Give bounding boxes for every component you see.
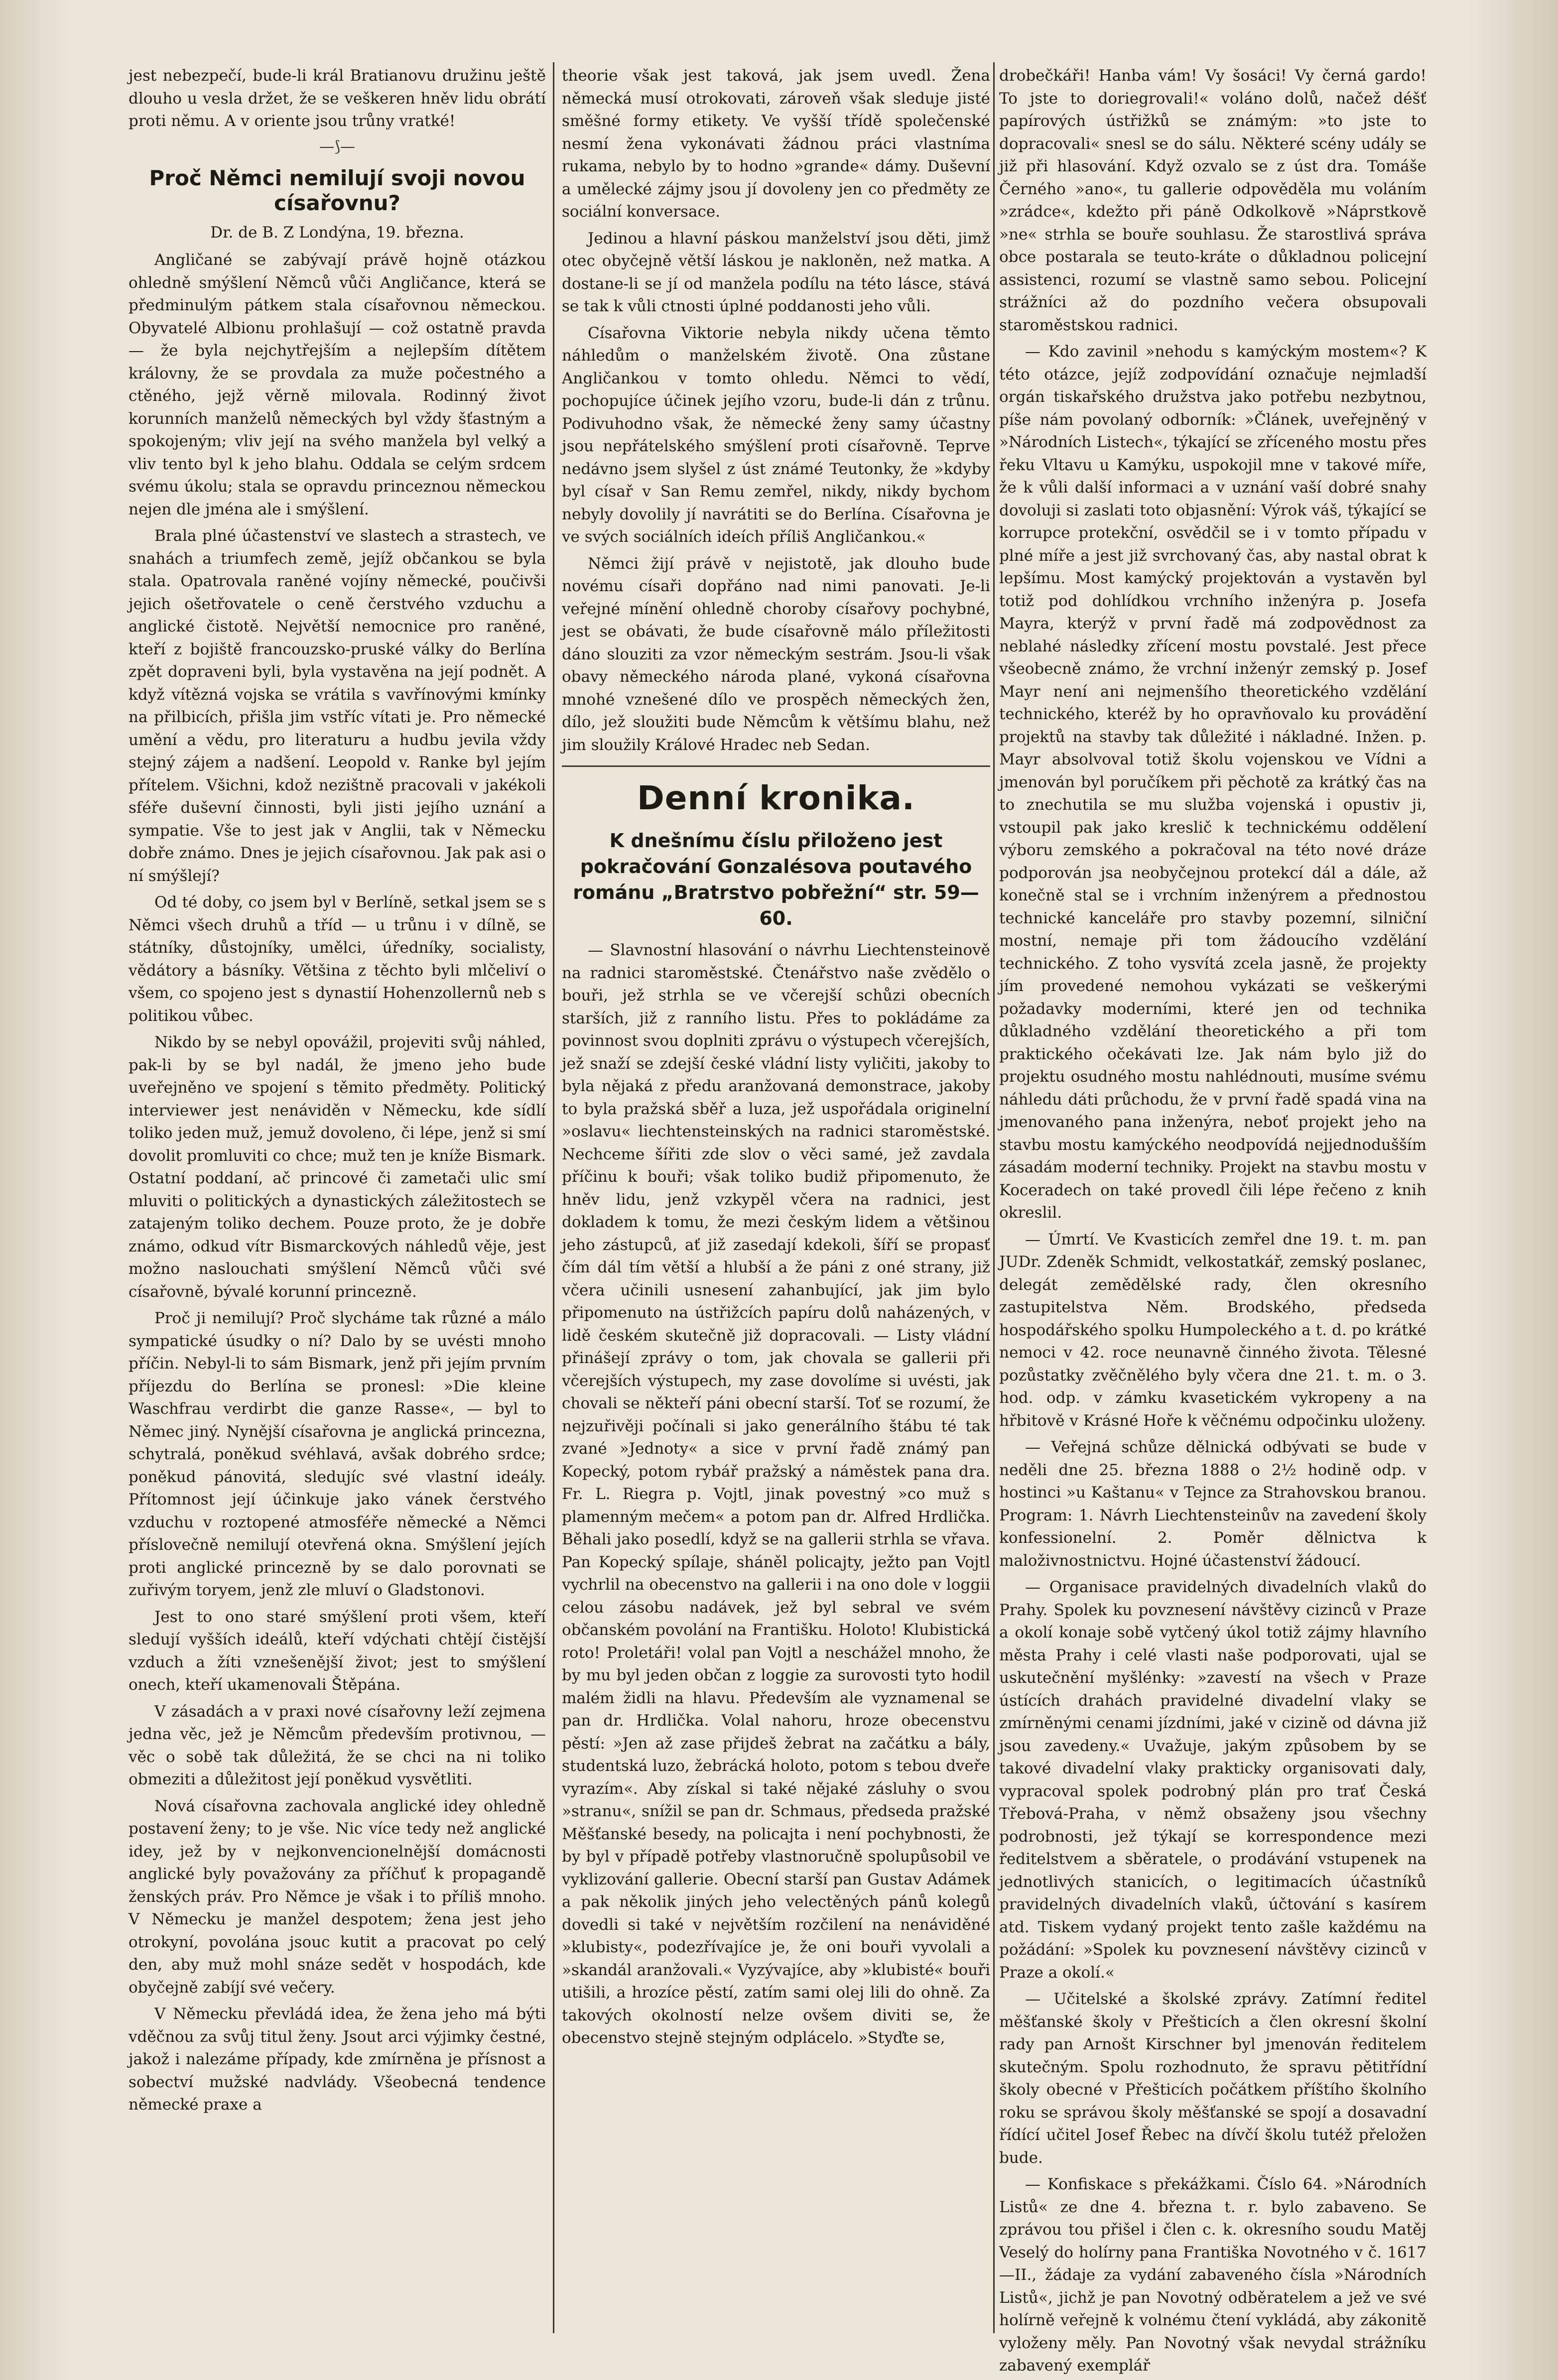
paragraph: theorie však jest taková, jak jsem uvedl. Žena německá musí otrokovati, zároveň však sleduje jisté směšné formy etikety. Ve vyšší třídě společenské nesmí žena vykonávati žádnou práci vlastníma rukama, nebylo by to hodno »grande« dámy. Duševní a umělecké zájmy jsou jí dovoleny jen co předměty ze sociální konversace. (562, 67, 990, 221)
paragraph: Proč ji nemilují? Proč slycháme tak různé a málo sympatické úsudky o ní? Dalo by se uvésti mnoho příčin. Nebyl-li to sám Bismark, jenž při jejím prvním příjezdu do Berlína se pronesl: »Die kleine Waschfrau verdirbt die ganze Rasse«, — byl to Němec jiný. Nynější císařovna je anglická princezna, schytralá, poněkud svéhlavá, avšak dobrého srdce; poněkud pánovitá, sledujíc své vlastní ideály. Přítomnost její účinkuje jako vánek čerstvého vzduchu v roztopené atmosféře německé a Němci příslovečně nemilují otevřená okna. Smýšlení jejích proti anglické princezně by se dalo porovnati se zuřivým toryem, jenž zle mluví o Gladstonovi. (129, 1309, 546, 1599)
news-item: — Organisace pravidelných divadelních vlaků do Prahy. Spolek ku povznesení návštěvy cizinců v Praze a okolí konaje sobě vytčený úkol totiž zájmy hlavního města Prahy i celé vlasti naše podporovati, ujal se uskutečnění myšlénky: »zavestí na všech v Praze ústících drahách pravidelné divadelní vlaky se zmírněnými cenami jízdními, jaké v cizině od dávna již jsou zavedeny.« Uvažuje, jakým způsobem by se takové divadelní vlaky prakticky organisovati daly, vypracoval spolek podrobný plán pro trať Česká Třebová-Praha, v němž obsaženy jsou všechny podrobnosti, jež týkají se korrespondence mezi ředitelstvem a sběratele, o prodávání vstupenek na jednotlivých stanicích, o legitimacích účastníků pravidelných divadelních vlaků, účtování s kasírem atd. Tiskem vydaný projekt tento zašle každému na požádání: »Spolek ku povznesení návštěvy cizinců v Praze a okolí.« (999, 1578, 1427, 1982)
news-item: — Úmrtí. Ve Kvasticích zemřel dne 19. t. m. pan JUDr. Zdeněk Schmidt, velkostatkář, zemský poslanec, delegát zemědělské rady, člen okresního zastupitelstva Něm. Brodského, předseda hospodářského spolku Humpoleckého a t. d. po krátké nemoci v 42. roce neunavně činného života. Tělesné pozůstatky zvěčnělého byly včera dne 21. t. m. o 3. hod. odp. v zámku kvasetickém vykropeny a na hřbitově v Krásné Hoře k věčnému odpočinku uloženy. (999, 1230, 1427, 1430)
paragraph: Jedinou a hlavní páskou manželství jsou děti, jimž otec obyčejně větší láskou je nakloněn, než matka. A dostane-li se jí od manžela podílu na této lásce, stává se tak k vůli ctnosti úplné poddanosti jeho vůli. (562, 229, 990, 315)
article-dateline: Dr. de B. Z Londýna, 19. března. (210, 223, 464, 242)
supplement-notice: K dnešnímu číslu přiloženo jest pokračování Gonzalésova poutavého románu „Bratrstvo pobřežní“ str. 59—60. (573, 830, 979, 929)
paragraph: Němci žijí právě v nejistotě, jak dlouho bude novému císaři dopřáno nad nimi panovati. Je-li veřejné mínění ohledně choroby císařovy pochybné, jest se obávati, že bude císařovně málo příležitosti dáno slouziti za vzor německým sestrám. Jsou-li však obavy německého národa plané, vykoná císařovna mnohé vznešené dílo ve prospěch německých žen, dílo, jež sloužiti bude Němcům k většímu blahu, než jim sloužily Králové Hradec neb Sedan. (562, 554, 990, 754)
ornament-divider: —⟆— (319, 137, 355, 155)
section-title-daily-chronicle: Denní kronika. (637, 779, 915, 817)
column-middle (562, 65, 990, 2336)
paragraph: Od té doby, co jsem byl v Berlíně, setkal jsem se s Němci všech druhů a tříd — u trůnu i v dílně, se státníky, důstojníky, umělci, úředníky, socialisty, vědátory a básníky. Většina z těchto byli mlčeliví o všem, co spojeno jest s dynastií Hohenzollernů neb s politikou vůbec. (129, 893, 546, 1025)
scan-edge-left (0, 0, 70, 2380)
paragraph: Nikdo by se nebyl opovážil, projeviti svůj náhled, pak-li by se byl nadál, že jmeno jeho bude uveřejněno ve spojení s těmito předměty. Politický interviewer jest nenáviděn v Německu, kde sídlí toliko jeden muž, jemuž dovoleno, či lépe, jenž si smí dovolit promluviti co chce; muž ten je kníže Bismark. Ostatní poddaní, ač princové či zametači ulic smí mluviti o politických a dynastických záležitostech se zatajeným toliko dechem. Pouze proto, že je dobře známo, odkud vítr Bismarckových náhledů věje, jest možno naslouchati smýšlení Němců vůči své císařovně, bývalé korunní princezně. (129, 1033, 546, 1301)
article-heading: Proč Němci nemilují svoji novou císařovnu? (149, 165, 525, 215)
news-item: drobečkáři! Hanba vám! Vy šosáci! Vy černá gardo! To jste to doriegrovali!« voláno dolů, načež déšť papírových ústřižků se známým: »to jste to dopracovali« snesl se do sálu. Některé scény udály se již při hlasování. Když ozvalo se z úst dra. Tomáše Černého »ano«, tu gallerie odpověděla mu voláním »zrádce«, kdežto při páně Odkolkově »Náprstkově »ne« strhla se bouře souhlasu. Že starostlivá správa obce postarala se teuto-kráte o důkladnou policejní assistenci, rozumí se vlastně samo sebou. Policejní strážníci až do pozdního večera obsupovali staroměstskou radnici. (999, 67, 1427, 334)
news-item: — Učitelské a školské zprávy. Zatímní ředitel měšťanské školy v Přešticích a člen okresní školní rady pan Arnošt Kirschner byl jmenován ředitelem skutečným. Spolu rozhodnuto, že spravu pětitřídní školy obecné v Přešticích počátkem příštího školního roku se správou školy měšťanské se spojí a dosavadní řídící učitel Josef Řebec na dívčí školu tutéž přeložen bude. (999, 1990, 1427, 2167)
paragraph: V zásadách a v praxi nové císařovny leží zejmena jedna věc, jež je Němcům především protivnou, — věc o sobě tak důležitá, že se chci na ni toliko obmeziti a důležitost její poněkud vysvětliti. (129, 1702, 546, 1788)
paragraph: Nová císařovna zachovala anglické idey ohledně postavení ženy; to je vše. Nic více tedy než anglické idey, jež by v nejkonvencionelnější domácnosti anglické byly považovány za příčhuť k propagandě ženských práv. Pro Němce je však i to příliš mnoho. V Německu je manžel despotem; žena jest jeho otrokyní, povolána jsouc kutit a pracovat po celý den, aby muž mohl snáze sedět v hospodách, kde obyčejně zabíjí své večery. (129, 1797, 546, 1997)
paragraph: Brala plné účastenství ve slastech a strastech, ve snahách a triumfech země, jejíž občankou se byla stala. Opatrovala raněné vojíny německé, poučivši jejich ošetřovatele o ceně čerstvého vzduchu a anglické čistotě. Největší nemocnice pro raněné, kteří z bojiště francouzsko-pruské války do Berlína zpět dopraveni byli, byla vystavěna na její podnět. A když vítězná vojska se vrátila s vavřínovými kmínky na přilbicích, přišla jim vstříc vítati je. Pro německé umění a vědu, pro literaturu a hudbu jevila vždy stejný zájem a nadšení. Leopold v. Ranke byl jejím přítelem. Všichni, kdož nezištně pracovali v jakékoli sféře duševní činnosti, byli jisti jejího uznání a sympatie. Vše to jest jak v Anglii, tak v Německu dobře známo. Dnes je jejich císařovnou. Jak pak asi o ní smýšlejí? (129, 527, 546, 885)
article-continuation: jest nebezpečí, bude-li král Bratianovu družinu ještě dlouho u vesla držet, že se veškeren hněv lidu obrátí proti němu. A v oriente jsou trůny vratké! (129, 67, 546, 130)
paragraph: Jest to ono staré smýšlení proti všem, kteří sledují vyšších ideálů, kteří vdýchati chtějí čistější vzduch a žíti vznešenější život; jest to smýšlení onech, kteří ukamenovali Štěpána. (129, 1608, 546, 1694)
news-item: — Veřejná schůze dělnická odbývati se bude v neděli dne 25. března 1888 o 2½ hodině odp. v hostinci »u Kaštanu« v Tejnce za Strahovskou branou. Program: 1. Návrh Liechtensteinův na zavedení školy konfessionelní. 2. Poměr dělnictva k maloživnostnictvu. Hojné účastenství žádoucí. (999, 1438, 1427, 1570)
column-rule-2 (993, 62, 995, 2333)
news-item: — Kdo zavinil »nehodu s kamýckým mostem«? K této otázce, jejíž zodpovídání označuje nejmladší orgán tiskařského družstva jako potřebu nezbytnou, píše nám povolaný odborník: »Článek, uveřejněný v »Národních Listech«, týkající se zříceného mostu přes řeku Vltavu u Kamýku, uspokojil mne v takové míře, že k vůli další informaci a v uznání vaší dobré snahy dovoluji si zaslati toto objasnění: Výrok váš, týkající se korrupce protekční, osvědčil se i v tomto případu v plné míře a jest již svrchovaný čas, aby nastal obrat k lepšímu. Most kamýcký projektován a vystavěn byl totiž pod dohlídkou vrchního inženýra p. Josefa Mayra, kterýž v první řadě má zodpovědnost za neblahé následky zřícení mostu povstalé. Jest přece všeobecně známo, že vrchní inženýr zemský p. Josef Mayr není ani nejmenšího theoretického vzdělání technického, kteréž by ho opravňovalo ku provádění projektů na stavby tak důležité i nákladné. Inžen. p. Mayr absolvoval totiž školu vojenskou ve Vídni a jmenován byl poručíkem při pěchotě za krátký čas na to znechutila se mu služba vojenská i opustiv ji, vstoupil pak jako kreslič k technickému oddělení výboru zemského a pokračoval na této nové dráze podporován jsa neobyčejnou protekcí dál a dále, až konečně stal se i vrchním inženýrem a přednostou technické kanceláře pro stavby pozemní, silniční mostní, nemaje při tom žádoucího vzdělání technického. Z toho vysvítá zcela jasně, že projekty jím provedené nemohou vykázati se veškerými požadavky moderními, které jen od technika důkladného vzdělání theoretického a při tom praktického očekávati lze. Jak nám bylo již do projektu osudného mostu nahlédnouti, musíme svému náhledu dáti průchodu, že v první řadě spadá vina na jmenovaného pana inženýra, neboť projekt jeho na stavbu mostu kamýckého neodpovídá nejjednodušším zásadám moderní techniky. Projekt na stavbu mostu v Koceradech on také provedl čili lépe řečeno z knih okreslil. (999, 343, 1427, 1222)
scan-edge-right (1468, 0, 1558, 2380)
news-item: — Konfiskace s překážkami. Číslo 64. »Národních Listů« ze dne 4. března t. r. bylo zabaveno. Se zprávou tou přišel i člen c. k. okresního soudu Matěj Veselý do holírny pana Františka Novotného v č. 1617—II., žádaje za vydání zabaveného čísla »Národních Listů«, jichž je pan Novotný odběratelem a jež ve své holírně veřejně k volnému čtení vykládá, aby zákonitě vyloženy měly. Pan Novotný však nevydal strážníku zabavený exemplář (999, 2175, 1427, 2375)
paragraph: Císařovna Viktorie nebyla nikdy učena těmto náhledům o manželském životě. Ona zůstane Angličankou v tomto ohledu. Němci to vědí, pochopujíce účinek jejího vzoru, bude-li dán z trůnu. Podivuhodno však, že německé ženy samy účastny jsou nepřátelského smýšlení proti císařovně. Teprve nedávno jsem slyšel z úst známé Teutonky, že »kdyby byl císař v San Remu zemřel, nikdy, nikdy bychom nebyly dovolily jí navrátiti se do Berlína. Císařovna je ve svých sociálních ideích příliš Angličankou.« (562, 324, 990, 546)
column-right (999, 65, 1427, 2375)
column-left (129, 65, 546, 2336)
paragraph: V Německu převládá idea, že žena jeho má býti vděčnou za svůj titul ženy. Jsout arci výjimky čestné, jakož i nalezáme případy, kde zmírněna je přísnost a sobectví mužské nadvlády. Všeobecná tendence německé praxe a (129, 2005, 546, 2114)
news-item: — Slavnostní hlasování o návrhu Liechtensteinově na radnici staroměstské. Čtenářstvo naše zvědělo o bouři, jež strhla se ve včerejší schůzi obecních starších, již z ranního listu. Přes to pokládáme za povinnost svou doplniti zprávu o výstupech včerejších, jež snaží se zdejší české vládní listy vyličiti, jakoby to byla nějaká z předu aranžovaná demonstrace, jakoby to byla pražská sběř a luza, jež uspořádala originelní »oslavu« liechtensteinských na radnici staroměstské. Nechceme šířiti zde slov o věci samé, jež zavdala příčinu k bouři; však toliko budiž připomenuto, že hněv lidu, jenž vzkypěl včera na radnici, jest dokladem k tomu, že mezi českým lidem a většinou jeho zástupců, ať již zasedají kdekoli, šíří se propasť čím dál tím větší a hlubší a že páni z oné strany, již včera učinili usnesení zahanbující, jak jim bylo připomenuto na ústřižcích papíru dolů naházených, v lidě českém skutečně již dopracovali. — Listy vládní přinášejí zprávy o tom, jak chovala se gallerii při včerejších výstupech, my zase dovolíme si uvésti, jak chovali se někteří páni obecní starší. Toť se rozumí, že nejzuřivěji počínali si jako generálního štábu té tak zvané »Jednoty« a sice v první řadě známý pan Kopecký, potom rybář pražský a náměstek pana dra. Fr. L. Riegra p. Vojtl, jinak povestný »co muž s plamenným mečem« a potom pan dr. Alfred Hrdlička. Běhali jako posedlí, když se na gallerii strhla se vřava. Pan Kopecký spílaje, sháněl policajty, ježto pan Vojtl vychrlil na obecenstvo na gallerii i na ono dole v loggii celou zásobu nadávek, jež byl sebral ve svém občanském povolání na Františku. Holoto! Klubistická roto! Proletáři! volal pan Vojtl a neschážel mnoho, že by mu byl jeden občan z loggie za surovosti tyto hodil malém židli na hlavu. Především ale vyznamenal se pan dr. Hrdlička. Volal nahoru, hroze obecenstvu pěstí: »Jen až zase přijdeš žebrat na začátku a bály, studentská luzo, žebrácká holoto, potom s tebou dveře vyrazím«. Aby získal si také nějaké zásluhy o svou »stranu«, snížil se pan dr. Schmaus, předseda pražské Měšťanské besedy, na policajta i není pochybnosti, že by byl v případě potřeby vlastnoručně spolupůsobil ve vyklizování gallerie. Obecní starší pan Gustav Adámek a pak několik jiných jeho velectěných pánů kolegů dovedli si také v největším rozčilení na nenáviděné »klubisty«, podezřívajíce je, že oni bouři vyvolali a »skandál aranžovali.« Vyzývajíce, aby »klubisté« bouři utišili, a hrozíce pěstí, zatím sami olej lili do ohně. Za takových okolností nelze ovšem diviti se, že obecenstvo stejně stejným odplácelo. »Styďte se, (562, 941, 990, 2047)
section-divider (562, 765, 990, 767)
paragraph: Angličané se zabývají právě hojně otázkou ohledně smýšlení Němců vůči Angličance, která se předminulým pátkem stala císařovnou německou. Obyvatelé Albionu prohlašují — což ostatně pravda — že byla nejchytřejším a nejlepším dítětem královny, že se provdala za muže počestného a ctěného, jejž věrně milovala. Rodinný život korunních manželů německých byl vždy šťastným a spokojeným; vliv její na svého manžela byl velký a vliv tento byl k jeho blahu. Oddala se celým srdcem svému úkolu; stala se opravdu princeznou německou nejen dle jména ale i smýšlení. (129, 251, 546, 518)
column-rule-1 (553, 62, 554, 2333)
